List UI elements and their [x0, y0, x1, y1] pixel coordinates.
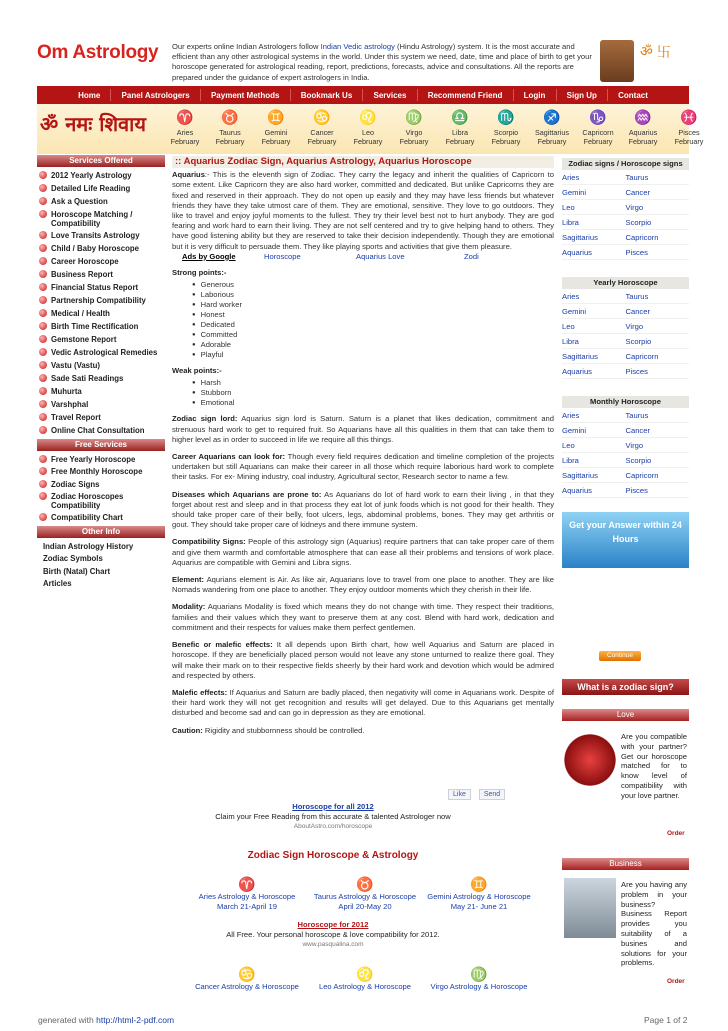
sign-link[interactable]: Scorpio: [625, 217, 652, 227]
zodiac-banner-item-taurus[interactable]: [207, 106, 253, 146]
zodiac-link-1[interactable]: [306, 876, 424, 912]
zodiac-signs-table: [562, 158, 689, 260]
sign-row: [562, 289, 689, 304]
sign-row: [562, 185, 689, 200]
sign-link[interactable]: Aries: [562, 172, 580, 182]
zodiac-month: February: [261, 137, 291, 146]
love-order-button[interactable]: Order: [667, 830, 685, 837]
leo-icon: ♌: [359, 109, 377, 125]
zodiac-banner-item-pisces[interactable]: [666, 106, 712, 146]
free-services-heading: Free Services: [37, 439, 165, 451]
bullet-icon: [39, 480, 47, 488]
sidebar-item-label: Sade Sati Readings: [51, 373, 124, 383]
sidebar-item-label: Horoscope Matching / Compatibility: [51, 209, 133, 228]
sign-link[interactable]: Libra: [562, 217, 579, 227]
sign-link[interactable]: Scorpio: [625, 455, 652, 465]
content-paragraph: Compatibility Signs: People of this astrology sign (Aquarius) require partners that can take proper care of them and give them warmth and comfortable atmosphere that can ease all their problems and tensions of work place. Aquarius are compatible with Gemini and Libra signs.: [172, 537, 554, 567]
monthly-horoscope-table: [562, 396, 689, 498]
sign-link[interactable]: Virgo: [625, 440, 644, 450]
weak-points-heading: Weak points:-: [172, 366, 222, 376]
sign-link[interactable]: Capricorn: [625, 232, 659, 242]
sidebar-item-label: Compatibility Chart: [51, 513, 123, 522]
sidebar-item-label: Indian Astrology History: [43, 541, 134, 551]
zodiac-link-2[interactable]: [420, 966, 538, 992]
sign-link[interactable]: Leo: [562, 440, 575, 450]
sign-link[interactable]: Taurus: [625, 172, 649, 182]
sign-link[interactable]: Leo: [562, 321, 575, 331]
sign-row: [562, 483, 689, 498]
taurus-icon: ♉: [356, 876, 374, 892]
nav-payment-methods[interactable]: Payment Methods: [210, 90, 280, 100]
bullet-icon: [39, 426, 47, 434]
sign-link[interactable]: Scorpio: [625, 336, 652, 346]
om-namah-shivaya: ॐ नमः शिवाय: [40, 112, 146, 136]
aries-icon: ♈: [176, 109, 194, 125]
zodiac-name: Capricorn: [582, 128, 614, 137]
virgo-icon: ♍: [470, 966, 488, 982]
sign-link[interactable]: Virgo: [625, 202, 644, 212]
sidebar-item-services[interactable]: [37, 182, 165, 195]
nav-panel-astrologers[interactable]: Panel Astrologers: [121, 90, 190, 100]
nav-recommend-friend[interactable]: Recommend Friend: [427, 90, 503, 100]
bullet-icon: [39, 257, 47, 265]
sidebar-item-free[interactable]: [37, 466, 165, 479]
footer-link[interactable]: http://html-2-pdf.com: [96, 1015, 175, 1025]
sidebar-item-label: Partnership Compatibility: [51, 295, 146, 305]
zodiac-name: Taurus: [219, 128, 241, 137]
leo-icon: ♌: [356, 966, 374, 982]
bullet-icon: [39, 335, 47, 343]
bullet-icon: [39, 467, 47, 475]
bullet-icon: [39, 361, 47, 369]
zodiac-link-label[interactable]: Taurus Astrology & Horoscope: [313, 892, 417, 901]
bullet-icon: [39, 244, 47, 252]
sign-link[interactable]: Capricorn: [625, 470, 659, 480]
religious-symbols: [640, 42, 692, 62]
capricorn-icon: ♑: [589, 109, 607, 125]
sidebar-item-services[interactable]: [37, 195, 165, 208]
services-offered-heading: Services Offered: [37, 155, 165, 167]
sidebar-item-services[interactable]: [37, 281, 165, 294]
zodiac-name: Cancer: [310, 128, 334, 137]
sidebar-item-label: Zodiac Horoscopes Compatibility: [51, 492, 124, 510]
sign-link[interactable]: Sagittarius: [562, 351, 598, 361]
sagittarius-icon: ♐: [543, 109, 561, 125]
sidebar: [37, 155, 165, 590]
zodiac-link-label[interactable]: Gemini Astrology & Horoscope: [427, 892, 531, 901]
zodiac-month: February: [215, 137, 245, 146]
sidebar-item-label: 2012 Yearly Astrology: [51, 170, 132, 180]
nav-bookmark-us[interactable]: Bookmark Us: [300, 90, 353, 100]
bullet-icon: [39, 322, 47, 330]
love-text: Are you compatible with your partner? Get our horoscope matched for to know level of compatibility with your love partner.: [621, 732, 687, 800]
sidebar-item-label: Financial Status Report: [51, 282, 139, 292]
zodiac-link-label[interactable]: Leo Astrology & Horoscope: [318, 982, 412, 991]
zodiac-month: February: [170, 137, 200, 146]
sign-link[interactable]: Pisces: [625, 366, 648, 376]
aquarius-icon: ♒: [634, 109, 652, 125]
sign-link[interactable]: Gemini: [562, 425, 587, 435]
zodiac-month: February: [628, 137, 658, 146]
strong-point: ● Committed: [192, 330, 554, 340]
bullet-icon: [39, 455, 47, 463]
sidebar-item-label: Birth (Natal) Chart: [43, 566, 111, 576]
zodiac-month: February: [307, 137, 337, 146]
sign-link[interactable]: Taurus: [625, 291, 649, 301]
cancer-icon: ♋: [313, 109, 331, 125]
sign-link[interactable]: Cancer: [625, 425, 650, 435]
sign-row: [562, 304, 689, 319]
bullet-icon: [39, 492, 47, 500]
sidebar-item-free[interactable]: [37, 453, 165, 466]
content-paragraph: Benefic or malefic effects: It all depends upon Birth chart, how well Aquarius and Saturn are placed in horoscope. If they are beneficially placed person would not leave any stone unturned to realize there goal. They will make their mark on to their respective fields sheerly by their hard work and devotion which would be admired and respected by others.: [172, 640, 554, 680]
sidebar-item-label: Vedic Astrological Remedies: [51, 347, 158, 357]
zodiac-month: February: [399, 137, 429, 146]
nav-services[interactable]: Services: [373, 90, 407, 100]
sign-row: [562, 215, 689, 230]
weak-points-list: [192, 378, 554, 408]
ads-row: [172, 252, 554, 262]
zodiac-month: February: [583, 137, 613, 146]
strong-point: ● Hard worker: [192, 300, 554, 310]
sidebar-item-label: Muhurta: [51, 386, 82, 396]
yearly-horoscope-heading: Yearly Horoscope: [562, 277, 689, 289]
sidebar-item-label: Varshphal: [51, 399, 89, 409]
intro-paragraph: Aquarius:- This is the eleventh sign of Zodiac. They carry the legacy and inherit the qualities of Capricorn to some extent. Like Capricorn they are also hard worker, committed and dedicated. But unlike Capricorns they are fixed and reserved in their approach. They do not open up easily and they may have less friends but whatever friends they have they take utmost care of them. They are emotional, sensitive. They love to go outdoors. They like to travel and enjoy joyful moments to the fullest. They try their level best not to hurt anybody. They are god fearing and work hard to earn their living. They are not self centered and try to give helping hand to others. They have good listening ability but they are reserved to take their decision independently. Though they are emotional but it is very difficult to persuade them. They like playing sports and activities that give them pleasure.: [172, 170, 554, 251]
intro-text: Our experts online Indian Astrologers follow Indian Vedic astrology (Hindu Astrology) system. It is the most accurate and efficient than any other astrological systems in the world. Under this system we need, date, time and place of birth to get your horoscope generated for astrological reading, report, predictions, forecasts, advice and consultations. All the reports are prepared under the guidance of expert astrologers in India.: [172, 42, 592, 82]
zodiac-name: Libra: [452, 128, 468, 137]
sidebar-item-label: Love Transits Astrology: [51, 230, 140, 240]
zodiac-name: Leo: [362, 128, 374, 137]
zodiac-link-label[interactable]: Virgo Astrology & Horoscope: [430, 982, 528, 991]
sidebar-item-label: Child / Baby Horoscope: [51, 243, 139, 253]
main-nav: [37, 86, 689, 104]
sidebar-item-label: Free Monthly Horoscope: [51, 467, 143, 476]
sidebar-item-services[interactable]: [37, 320, 165, 333]
zodiac-banner-item-sagittarius[interactable]: [529, 106, 575, 146]
promo2-title[interactable]: Horoscope for 2012: [297, 920, 369, 929]
zodiac-month: February: [491, 137, 521, 146]
promo1-text: Claim your Free Reading from this accurate & talented Astrologer now: [215, 811, 451, 821]
sign-link[interactable]: Sagittarius: [562, 232, 598, 242]
promo2-url[interactable]: www.pasqualina.com: [302, 940, 364, 948]
sidebar-item-services[interactable]: [37, 333, 165, 346]
sidebar-item-other[interactable]: [37, 540, 165, 553]
yearly-horoscope-table: [562, 277, 689, 379]
sidebar-item-services[interactable]: [37, 268, 165, 281]
bullet-icon: [39, 171, 47, 179]
bullet-icon: [39, 348, 47, 356]
sidebar-item-other[interactable]: [37, 578, 165, 591]
zodiac-banner-item-capricorn[interactable]: [575, 106, 621, 146]
scorpio-icon: ♏: [497, 109, 515, 125]
zodiac-link-dates: March 21-April 19: [217, 902, 277, 911]
zodiac-name: Pisces: [678, 128, 700, 137]
zodiac-name: Aries: [176, 128, 194, 137]
weak-point: ● Emotional: [192, 398, 554, 408]
business-image: [564, 878, 616, 938]
vedic-astrology-link[interactable]: Indian Vedic astrology: [320, 42, 395, 51]
business-order-button[interactable]: Order: [667, 978, 685, 985]
sidebar-item-other[interactable]: [37, 565, 165, 578]
sign-link[interactable]: Pisces: [625, 485, 648, 495]
zodiac-banner-item-gemini[interactable]: [253, 106, 299, 146]
zodiac-month: February: [353, 137, 383, 146]
libra-icon: ♎: [451, 109, 469, 125]
social-bar: [448, 789, 505, 800]
promo-ad-1: [172, 802, 494, 831]
bullet-icon: [39, 283, 47, 291]
cancer-icon: ♋: [238, 966, 256, 982]
zodiac-link-0[interactable]: [188, 966, 306, 992]
get-answer-banner[interactable]: Get your Answer within 24 Hours: [562, 512, 689, 568]
sign-link[interactable]: Sagittarius: [562, 470, 598, 480]
sidebar-item-label: Vastu (Vastu): [51, 360, 100, 370]
promo1-url[interactable]: AboutAstro.com/horoscope: [293, 822, 373, 830]
zodiac-signs-heading: Zodiac signs / Horoscope signs: [562, 158, 689, 170]
like-button[interactable]: Like: [448, 789, 471, 800]
weak-point: ● Stubborn: [192, 388, 554, 398]
sidebar-item-services[interactable]: [37, 385, 165, 398]
sidebar-item-free[interactable]: [37, 478, 165, 491]
strong-points-heading: Strong points:-: [172, 268, 227, 278]
sidebar-item-services[interactable]: [37, 372, 165, 385]
sign-row: [562, 245, 689, 260]
sidebar-item-other[interactable]: [37, 553, 165, 566]
taurus-icon: ♉: [221, 109, 239, 125]
sidebar-item-label: Travel Report: [51, 412, 101, 422]
sign-row: [562, 438, 689, 453]
zodiac-link-2[interactable]: [420, 876, 538, 912]
sidebar-item-free[interactable]: [37, 512, 165, 525]
gemini-icon: ♊: [267, 109, 285, 125]
zodiac-link-dates: May 21- June 21: [450, 902, 508, 911]
zodiac-link-1[interactable]: [306, 966, 424, 992]
zodiac-name: Scorpio: [493, 128, 519, 137]
sidebar-item-label: Free Yearly Horoscope: [51, 454, 136, 464]
love-heading: Love: [562, 709, 689, 721]
sign-link[interactable]: Cancer: [625, 187, 650, 197]
continue-button[interactable]: Continue: [599, 651, 641, 661]
sign-link[interactable]: Virgo: [625, 321, 644, 331]
zodiac-month: February: [674, 137, 704, 146]
sidebar-item-label: Detailed Life Reading: [51, 183, 131, 193]
bullet-icon: [39, 387, 47, 395]
sidebar-item-services[interactable]: [37, 398, 165, 411]
sign-row: [562, 468, 689, 483]
sign-link[interactable]: Aquarius: [562, 366, 592, 376]
other-info-heading: Other Info: [37, 526, 165, 538]
main-content: [172, 156, 554, 743]
promo2-text: All Free. Your personal horoscope & love compatibility for 2012.: [226, 929, 440, 939]
business-heading: Business: [562, 858, 689, 870]
sidebar-item-services[interactable]: [37, 424, 165, 437]
bullet-icon: [39, 197, 47, 205]
sidebar-item-label: Gemstone Report: [51, 334, 117, 344]
zodiac-link-0[interactable]: [188, 876, 306, 912]
content-paragraph: Diseases which Aquarians are prone to: As Aquarians do lot of hard work to earn their living , in that they forget about rest and sleep and in that process they eat lot of junk foods which is not good for their health. They should take proper care of their belly, foot ulcers, legs, abdominal problems, bones. They may get arthritis or gout. They should take proper care of kidneys and there immune system.: [172, 489, 555, 530]
sign-link[interactable]: Gemini: [562, 306, 587, 316]
section-title: Zodiac Sign Horoscope & Astrology: [247, 850, 419, 861]
bullet-icon: [39, 210, 47, 218]
sidebar-item-label: Zodiac Signs: [51, 479, 100, 489]
sidebar-item-label: Online Chat Consultation: [51, 425, 145, 435]
virgo-icon: ♍: [405, 109, 423, 125]
bullet-icon: [39, 184, 47, 192]
zodiac-link-label[interactable]: Aries Astrology & Horoscope: [198, 892, 296, 901]
zodiac-link-dates: April 20-May 20: [338, 902, 392, 911]
content-paragraph: Career Aquarians can look for: Though every field requires dedication and timeline completion of the projects undertaken but still Aquarians can make their career in all those which require laborious hard work to complete their tasks. For ex- Mining industry, coal industry, Agricultural sector, Research sector to name a few.: [172, 452, 555, 482]
sign-row: [562, 423, 689, 438]
nav-login[interactable]: Login: [523, 90, 546, 100]
sidebar-item-services[interactable]: [37, 208, 165, 229]
sidebar-item-label: Zodiac Symbols: [43, 554, 103, 563]
sidebar-item-services[interactable]: [37, 294, 165, 307]
sign-link[interactable]: Cancer: [625, 306, 650, 316]
heart-image: [564, 727, 616, 787]
sign-link[interactable]: Aries: [562, 291, 580, 301]
bullet-icon: [39, 413, 47, 421]
zodiac-name: Gemini: [264, 128, 288, 137]
sidebar-item-services[interactable]: [37, 359, 165, 372]
sign-row: [562, 453, 689, 468]
swastika-icon: 卐: [656, 44, 671, 60]
bullet-icon: [39, 400, 47, 408]
zodiac-month: February: [445, 137, 475, 146]
ad-link-horoscope[interactable]: Horoscope: [264, 251, 301, 261]
sidebar-item-services[interactable]: [37, 346, 165, 359]
promo1-title[interactable]: Horoscope for all 2012: [292, 802, 374, 811]
promo-ad-2: [172, 920, 494, 949]
strong-points-list: [192, 280, 554, 360]
site-logo[interactable]: Om Astrology: [37, 42, 159, 63]
monthly-horoscope-heading: Monthly Horoscope: [562, 396, 689, 408]
sign-row: [562, 170, 689, 185]
zodiac-name: Virgo: [405, 128, 423, 137]
aries-icon: ♈: [238, 876, 256, 892]
gemini-icon: ♊: [470, 876, 488, 892]
pisces-icon: ♓: [680, 109, 698, 125]
bullet-icon: [39, 231, 47, 239]
content-paragraph: Caution: Rigidity and stubbornness should be controlled.: [172, 725, 365, 735]
sidebar-item-label: Medical / Health: [51, 308, 110, 318]
sidebar-item-label: Business Report: [51, 269, 113, 279]
content-paragraph: Zodiac sign lord: Aquarius sign lord is Saturn. Saturn is a planet that likes dedication, commitment and strenuous hard work to get to required fruit. So Aquarians have all this qualities in them that can take them to higher level as in order to succeed in life we require all this things.: [172, 414, 554, 444]
zodiac-banner-item-aquarius[interactable]: [620, 106, 666, 146]
sidebar-item-free[interactable]: [37, 491, 165, 512]
sign-link[interactable]: Aquarius: [562, 485, 592, 495]
ad-link-aquarius-love[interactable]: Aquarius Love: [356, 251, 405, 261]
strong-point: ● Dedicated: [192, 320, 554, 330]
ads-by-google[interactable]: Ads by Google: [182, 251, 236, 261]
sign-row: [562, 200, 689, 215]
nav-home[interactable]: Home: [78, 90, 101, 100]
sign-link[interactable]: Pisces: [625, 247, 648, 257]
sidebar-item-label: Career Horoscope: [51, 256, 119, 266]
content-paragraph: Element: Aqurians element is Air. As like air, Aquarians love to travel from one place to another. They are like Nomads wandering from one place to another. They enjoy outdoor moments which they cherish in their life.: [172, 575, 554, 595]
sign-row: [562, 408, 689, 423]
bullet-icon: [39, 270, 47, 278]
sidebar-item-services[interactable]: [37, 242, 165, 255]
ad-link-zodi[interactable]: Zodi: [464, 251, 479, 261]
sign-row: [562, 349, 689, 364]
zodiac-banner-item-virgo[interactable]: [391, 106, 437, 146]
zodiac-month: February: [537, 137, 567, 146]
strong-point: ● Playful: [192, 350, 554, 360]
business-text: Are you having any problem in your business? Business Report provides you suitability of a busines and solutions for your problems.: [621, 880, 687, 968]
zodiac-link-label[interactable]: Cancer Astrology & Horoscope: [195, 982, 299, 991]
sign-link[interactable]: Aquarius: [562, 247, 592, 257]
bullet-icon: [39, 513, 47, 521]
sidebar-item-label: Articles: [43, 579, 72, 588]
page-number: Page 1 of 2: [644, 1015, 688, 1025]
zodiac-name: Sagittarius: [535, 128, 569, 137]
sidebar-item-services[interactable]: [37, 229, 165, 242]
nav-sign-up[interactable]: Sign Up: [566, 90, 597, 100]
sign-link[interactable]: Gemini: [562, 187, 587, 197]
what-is-zodiac-sign-banner[interactable]: What is a zodiac sign?: [562, 679, 689, 695]
sign-row: [562, 364, 689, 379]
sidebar-item-label: Ask a Question: [51, 196, 108, 206]
sign-link[interactable]: Libra: [562, 336, 579, 346]
zodiac-banner-item-libra[interactable]: [437, 106, 483, 146]
sidebar-item-services[interactable]: [37, 411, 165, 424]
sign-row: [562, 230, 689, 245]
sidebar-item-label: Birth Time Rectification: [51, 321, 139, 331]
sidebar-item-services[interactable]: [37, 169, 165, 182]
sidebar-item-services[interactable]: [37, 255, 165, 268]
zodiac-name: Aquarius: [628, 128, 658, 137]
strong-point: ● Generous: [192, 280, 554, 290]
sign-link[interactable]: Capricorn: [625, 351, 659, 361]
sign-row: [562, 334, 689, 349]
bullet-icon: [39, 374, 47, 382]
weak-point: ● Harsh: [192, 378, 554, 388]
page-title: :: Aquarius Zodiac Sign, Aquarius Astrology, Aquarius Horoscope: [172, 156, 554, 168]
zodiac-banner-item-cancer[interactable]: [299, 106, 345, 146]
zodiac-banner-item-aries[interactable]: [162, 106, 208, 146]
strong-point: ● Honest: [192, 310, 554, 320]
sign-row: [562, 319, 689, 334]
sign-link[interactable]: Aries: [562, 410, 580, 420]
zodiac-banner-item-scorpio[interactable]: [483, 106, 529, 146]
send-button[interactable]: Send: [479, 789, 505, 800]
bullet-icon: [39, 309, 47, 317]
om-icon: ॐ: [640, 43, 653, 59]
sign-link[interactable]: Leo: [562, 202, 575, 212]
astrologer-photo: [600, 40, 634, 82]
bullet-icon: [39, 296, 47, 304]
strong-point: ● Adorable: [192, 340, 554, 350]
footer-generated: generated with http://html-2-pdf.com: [38, 1015, 175, 1025]
sign-link[interactable]: Taurus: [625, 410, 649, 420]
nav-contact[interactable]: Contact: [618, 90, 648, 100]
strong-point: ● Laborious: [192, 290, 554, 300]
sign-link[interactable]: Libra: [562, 455, 579, 465]
content-paragraph: Malefic effects: If Aquarius and Saturn are badly placed, then negativity will come in Aquarians work. Despite of their hard work they will not get recognition and results will get delayed. Due to this Aquarians get mentally disturbed and become sad and can go in depression as they are emotional.: [172, 687, 554, 718]
content-paragraph: Modality: Aquarians Modality is fixed which means they do not change with time. They respect their traditions, families and their values which they want to preserve them at any cost. Blend with hard work, dedication and commitment and their respects for values make them perfect gentlemen.: [172, 602, 554, 632]
sidebar-item-services[interactable]: [37, 307, 165, 320]
zodiac-banner-item-leo[interactable]: [345, 106, 391, 146]
